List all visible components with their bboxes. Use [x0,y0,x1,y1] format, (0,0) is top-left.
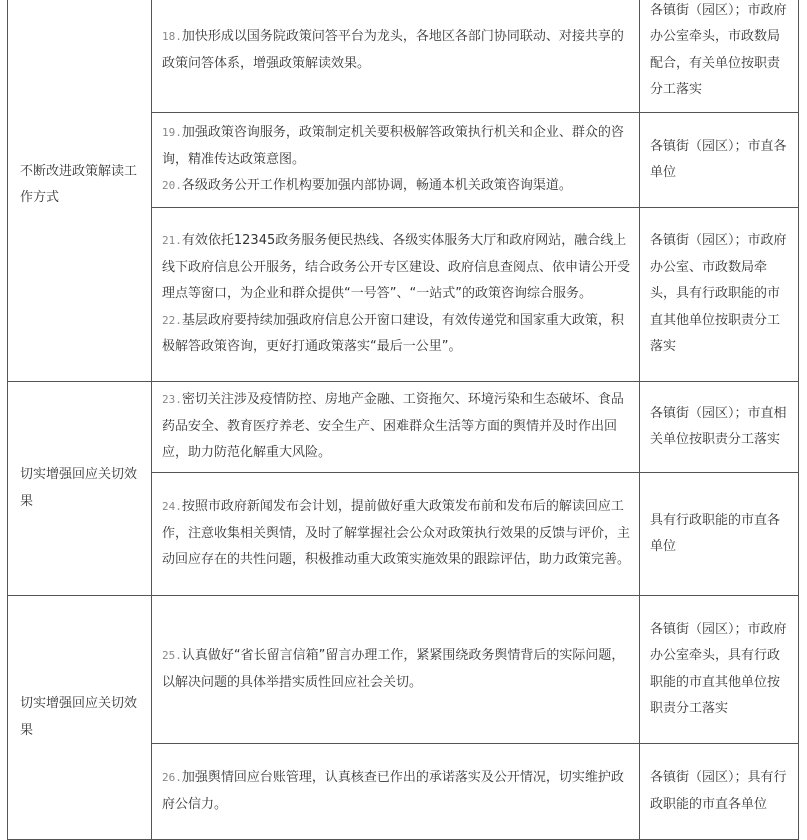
responsible-text: 各镇街（园区）；市直相关单位按职责分工落实 [650,405,787,447]
category-cell [8,382,152,596]
table-row [8,0,799,113]
task-item: 20.各级政务公开工作机构要加强内部协调，畅通本机关政策咨询渠道。 [162,178,572,194]
task-item: 19.加强政策咨询服务，政策制定机关要积极解答政策执行机关和企业、群众的咨询，精准传达政策意图。 [162,125,624,167]
responsible-text: 各镇街（园区）；市直各单位 [650,138,787,180]
task-item: 24.按照市政府新闻发布会计划，提前做好重大政策发布前和发布后的解读回应工作，注意收集相关舆情，及时了解掌握社会公众对政策执行效果的反馈与评价，主动回应存在的共性问题，积极推动重大政策实施效果的跟踪评估，助力政策完善。 [162,499,631,568]
responsible-cell [640,113,799,208]
policy-task-table [7,0,799,840]
responsible-cell [640,744,799,840]
responsible-text: 各镇街（园区）；市政府办公室牵头，市政数局配合，有关单位按职责分工落实 [650,2,787,97]
task-item: 25.认真做好“省长留言信箱”留言办理工作，紧紧围绕政务舆情背后的实际问题，以解决问题的具体举措实质性回应社会关切。 [162,648,625,690]
table-row [8,596,799,744]
category-cell [8,596,152,840]
table-row [8,382,799,473]
task-cell [152,744,640,840]
task-cell [152,113,640,208]
responsible-text: 具有行政职能的市直各单位 [650,512,781,554]
responsible-cell [640,208,799,382]
category-label: 不断改进政策解读工作方式 [20,163,138,205]
task-cell [152,596,640,744]
task-item: 22.基层政府要持续加强政府信息公开窗口建设，有效传递党和国家重大政策，积极解答政策咨询，更好打通政策落实“最后一公里”。 [162,312,624,355]
task-cell [152,0,640,113]
task-cell [152,208,640,382]
responsible-cell [640,382,799,473]
task-cell [152,382,640,473]
responsible-text: 各镇街（园区）；具有行政职能的市直各单位 [650,770,787,812]
responsible-text: 各镇街（园区）；市政府办公室、市政数局牵头，具有行政职能的市直其他单位按职责分工落实 [650,233,787,355]
responsible-text: 各镇街（园区）；市政府办公室牵头，具有行政职能的市直其他单位按职责分工落实 [650,621,787,716]
category-label: 切实增强回应关切效果 [20,696,138,738]
responsible-cell [640,596,799,744]
category-label: 切实增强回应关切效果 [20,467,138,509]
task-item: 21.有效依托12345政务服务便民热线、各级实体服务大厅和政府网站，融合线上线下政府信息公开服务，结合政务公开专区建设、政府信息查阅点、依申请公开受理点等窗口，为企业和群众提供“一号答”、“一站式”的政策咨询综合服务。 [162,233,631,302]
responsible-cell [640,0,799,113]
task-item: 23.密切关注涉及疫情防控、房地产金融、工资拖欠、环境污染和生态破坏、食品药品安全、教育医疗养老、安全生产、困难群众生活等方面的舆情并及时作出回应，助力防范化解重大风险。 [162,392,624,461]
responsible-cell [640,473,799,596]
category-cell [8,0,152,382]
task-item: 18.加快形成以国务院政策问答平台为龙头，各地区各部门协同联动、对接共享的政策问答体系，增强政策解读效果。 [162,29,624,71]
task-cell [152,473,640,596]
task-item: 26.加强舆情回应台账管理，认真核查已作出的承诺落实及公开情况，切实维护政府公信力。 [162,770,624,812]
